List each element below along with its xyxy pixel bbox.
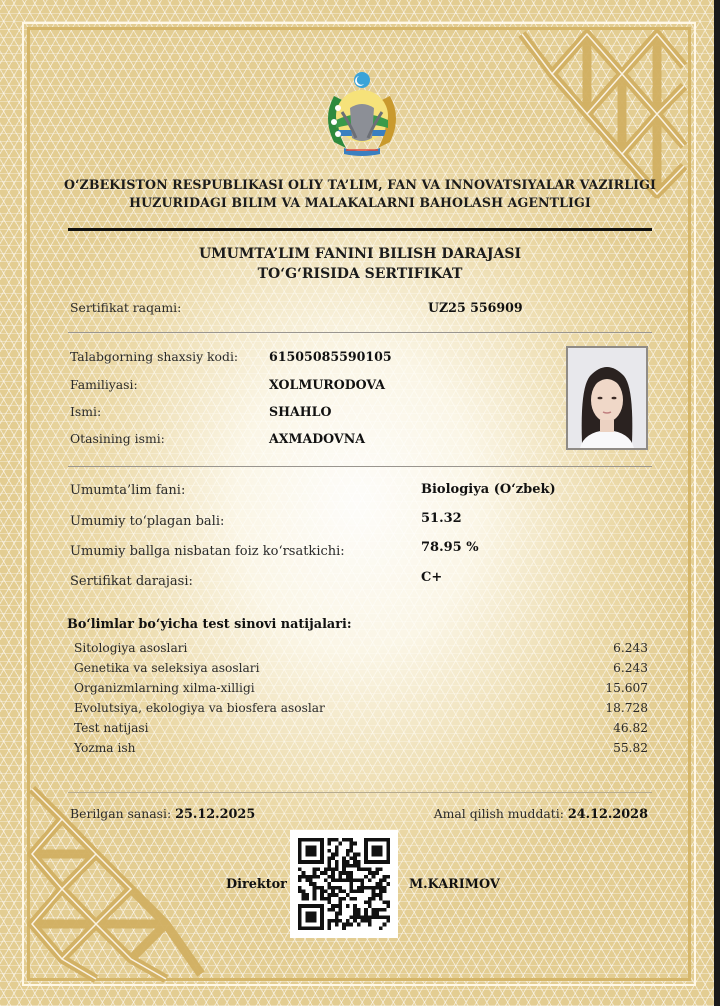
percentage-label: Umumiy ballga nisbatan foiz ko‘rsatkichi:: [70, 544, 345, 559]
subject-label: Umumta’lim fani:: [70, 483, 186, 498]
section-name: Sitologiya asoslari: [74, 641, 188, 655]
section-name: Evolutsiya, ekologiya va biosfera asoslar: [74, 701, 325, 715]
total-score-value: 51.32: [421, 511, 462, 526]
issued-date: [70, 806, 255, 822]
director-name-value: M.KARIMOV: [409, 877, 500, 892]
percentage-value: 78.95 %: [421, 540, 479, 555]
sections-title: Bo‘limlar bo‘yicha test sinovi natijalari:: [67, 617, 352, 632]
personal-code-label: Talabgorning shaxsiy kodi:: [70, 349, 239, 364]
first-name-value: SHAHLO: [269, 404, 332, 419]
section-score: 15.607: [605, 681, 648, 695]
section-name: Genetika va seleksiya asoslari: [74, 661, 260, 675]
section-score: 18.728: [605, 701, 648, 715]
list-item: [74, 698, 648, 718]
list-item: [74, 678, 648, 698]
ministry-heading: [60, 176, 660, 212]
ministry-line-2: HUZURIDAGI BILIM VA MALAKALARNI BAHOLASH AGENTLIGI: [129, 195, 591, 210]
divider: [68, 332, 652, 333]
title-line-1: UMUMTA’LIM FANINI BILISH DARAJASI: [198, 246, 522, 262]
patronymic-value: AXMADOVNA: [269, 431, 365, 446]
surname-value: XOLMURODOVA: [269, 377, 385, 392]
list-item: [74, 738, 648, 758]
section-name: Yozma ish: [74, 741, 136, 755]
divider: [68, 792, 652, 793]
total-score-label: Umumiy to‘plagan bali:: [70, 514, 225, 529]
list-item: [74, 638, 648, 658]
subject-value: Biologiya (O‘zbek): [421, 482, 556, 497]
certificate-title: [60, 244, 660, 284]
divider: [68, 466, 652, 467]
header-divider: [68, 228, 652, 231]
section-score: 46.82: [613, 721, 648, 735]
director-name: [409, 876, 500, 892]
section-name: Organizmlarning xilma-xilligi: [74, 681, 255, 695]
section-score: 6.243: [613, 641, 648, 655]
issued-date-label: Berilgan sanasi:: [70, 806, 172, 821]
valid-until-label: Amal qilish muddati:: [433, 806, 564, 821]
section-score: 6.243: [613, 661, 648, 675]
portrait-photo-icon: [566, 346, 648, 450]
section-score: 55.82: [613, 741, 648, 755]
certificate-number-value: UZ25 556909: [428, 300, 523, 315]
ministry-line-1: O‘ZBEKISTON RESPUBLIKASI OLIY TA’LIM, FAN VA INNOVATSIYALAR VAZIRLIGI: [64, 177, 656, 192]
valid-until: [434, 806, 648, 822]
state-emblem-icon: [316, 68, 408, 160]
grade-value: C+: [421, 570, 443, 585]
personal-code-value: 61505085590105: [269, 349, 392, 364]
title-line-2: TO‘G‘RISIDA SERTIFIKAT: [257, 266, 463, 282]
list-item: [74, 658, 648, 678]
first-name-label: Ismi:: [70, 404, 102, 419]
patronymic-label: Otasining ismi:: [70, 431, 165, 446]
qr-code-icon[interactable]: [290, 830, 398, 938]
director-title: [226, 876, 287, 892]
certificate-number-label: Sertifikat raqami:: [70, 300, 182, 315]
surname-label: Familiyasi:: [70, 377, 138, 392]
director-label: Direktor: [226, 877, 287, 892]
list-item: [74, 718, 648, 738]
issued-date-value: 25.12.2025: [175, 807, 256, 822]
sections-list: [74, 638, 648, 758]
grade-label: Sertifikat darajasi:: [70, 574, 193, 589]
section-name: Test natijasi: [74, 721, 149, 735]
valid-until-value: 24.12.2028: [567, 807, 648, 822]
